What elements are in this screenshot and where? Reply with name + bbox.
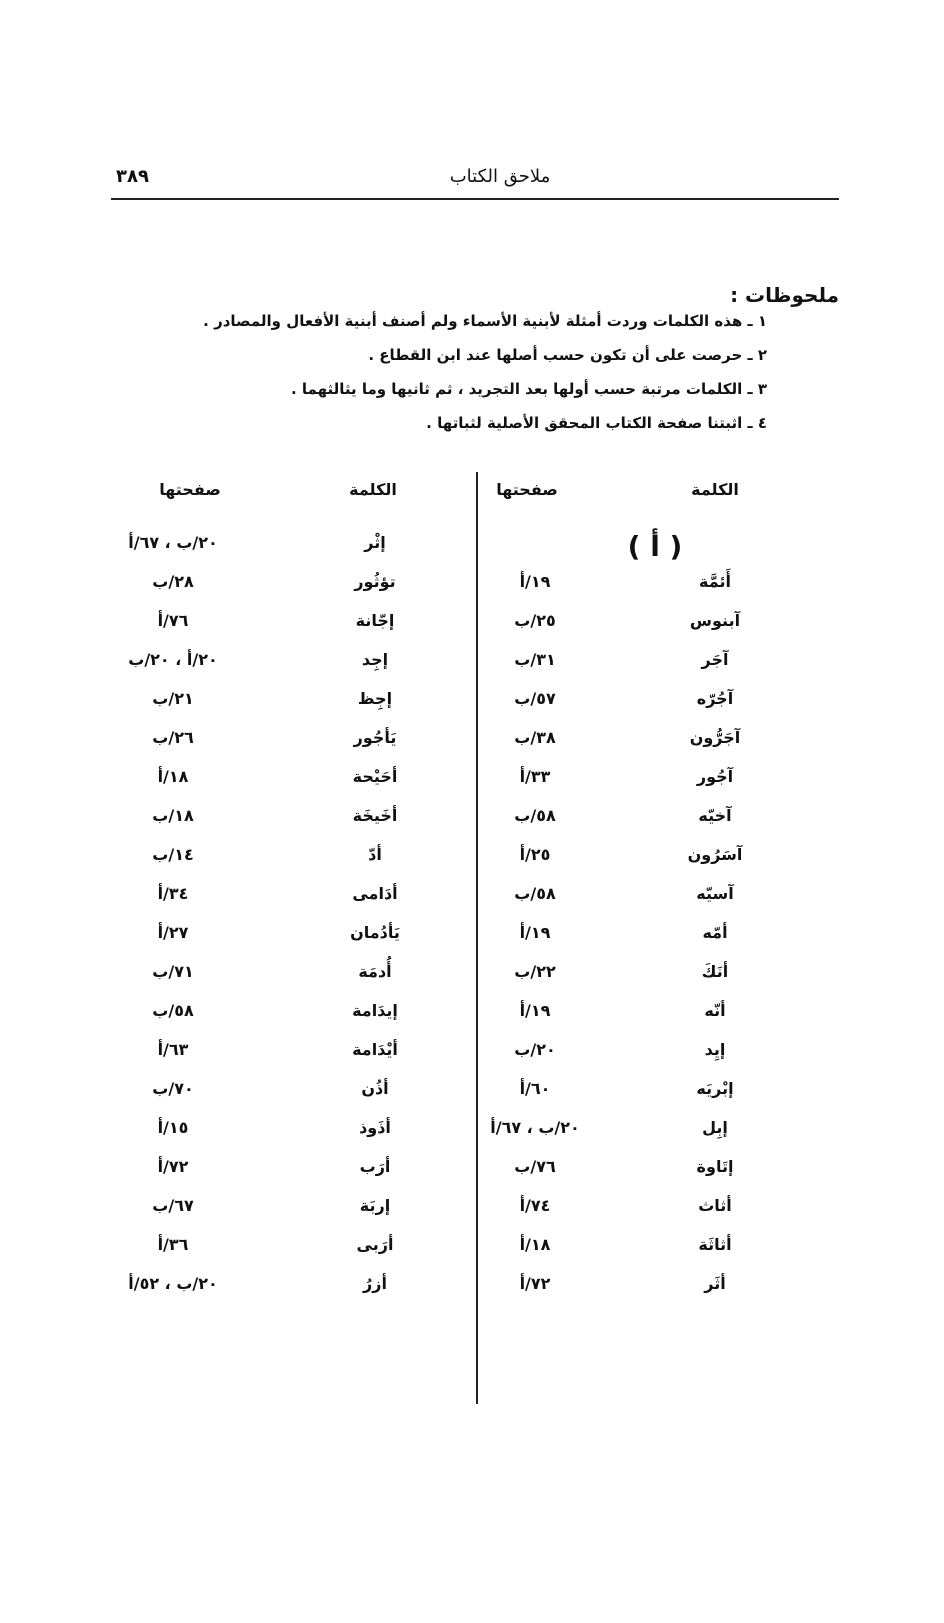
left-word-cell: إيدَامة	[352, 1001, 398, 1020]
left-word-cell: أخَيخَة	[352, 806, 398, 825]
right-page-cell: ٢٠/ب	[514, 1040, 556, 1059]
left-page-cell: ٢٨/ب	[152, 572, 194, 591]
right-word-cell: آجَر	[701, 650, 729, 669]
left-word-cell: أذَوذ	[359, 1118, 391, 1137]
left-page-cell: ٢١/ب	[152, 689, 194, 708]
column-header-left-word: الكلمة	[349, 480, 397, 499]
right-page-cell: ٢٥/أ	[519, 845, 551, 864]
left-word-cell: إجّانة	[355, 611, 395, 630]
note-1: ١ ـ هذه الكلمات وردت أمثلة لأبنية الأسماء ولم أصنف أبنية الأفعال والمصادر .	[203, 312, 767, 330]
right-page-cell: ٥٧/ب	[514, 689, 556, 708]
right-word-cell: أمّه	[702, 923, 728, 942]
right-word-cell: إتَاوة	[696, 1157, 734, 1176]
right-page-cell: ٢٠/ب ، ٦٧/أ	[490, 1118, 580, 1137]
right-word-cell: آجَرُّون	[689, 728, 741, 747]
left-page-cell: ١٤/ب	[152, 845, 194, 864]
right-page-cell: ٢٥/ب	[514, 611, 556, 630]
left-word-cell: أرَبى	[356, 1235, 394, 1254]
left-page-cell: ٣٤/أ	[157, 884, 189, 903]
column-header-left-page: صفحتها	[159, 480, 221, 499]
right-page-cell: ١٨/أ	[519, 1235, 551, 1254]
column-header-right-word: الكلمة	[691, 480, 739, 499]
left-word-cell: أذُن	[361, 1079, 389, 1098]
left-page-cell: ٣٦/أ	[157, 1235, 189, 1254]
left-word-cell: أحَيْحة	[352, 767, 398, 786]
right-word-cell: آسَرُون	[687, 845, 743, 864]
right-word-cell: آجُرّه	[696, 689, 734, 708]
notes-heading: ملحوظات :	[730, 283, 839, 307]
left-page-cell: ٧٢/أ	[157, 1157, 189, 1176]
left-page-cell: ١٨/أ	[157, 767, 189, 786]
right-page-cell: ٣٣/أ	[519, 767, 551, 786]
left-word-cell: أدَامى	[352, 884, 398, 903]
right-page-cell: ٥٨/ب	[514, 806, 556, 825]
left-page-cell: ٢٠/أ ، ٢٠/ب	[128, 650, 218, 669]
right-page-cell: ٢٢/ب	[514, 962, 556, 981]
left-page-cell: ٢٠/ب ، ٦٧/أ	[128, 533, 218, 552]
section-letter: ( أ )	[627, 530, 683, 563]
right-word-cell: آسيّه	[696, 884, 734, 903]
left-word-cell: أرَب	[359, 1157, 391, 1176]
right-word-cell: أنّه	[704, 1001, 726, 1020]
right-word-cell: إبْريَه	[696, 1079, 734, 1098]
right-word-cell: آبنوس	[689, 611, 741, 630]
right-word-cell: آخيّه	[698, 806, 732, 825]
left-word-cell: أدّ	[368, 845, 382, 864]
left-page-cell: ٢٧/أ	[157, 923, 189, 942]
note-3: ٣ ـ الكلمات مرتبة حسب أولها بعد التجريد ، ثم ثانيها وما يثالثهما .	[290, 380, 767, 398]
right-word-cell: أثاث	[698, 1196, 732, 1215]
column-header-right-page: صفحتها	[496, 480, 558, 499]
left-page-cell: ٢٠/ب ، ٥٢/أ	[128, 1274, 218, 1293]
right-word-cell: أنَكَ	[701, 962, 729, 981]
right-word-cell: إبِل	[702, 1118, 728, 1137]
right-page-cell: ٧٢/أ	[519, 1274, 551, 1293]
header-rule	[111, 198, 839, 200]
page-number: ٣٨٩	[116, 166, 149, 187]
right-page-cell: ٣١/ب	[514, 650, 556, 669]
right-page-cell: ٥٨/ب	[514, 884, 556, 903]
left-word-cell: أزرُ	[363, 1274, 387, 1293]
left-page-cell: ٥٨/ب	[152, 1001, 194, 1020]
left-page-cell: ١٥/أ	[157, 1118, 189, 1137]
right-page-cell: ١٩/أ	[519, 923, 551, 942]
left-word-cell: إثْر	[364, 533, 386, 552]
right-page-cell: ١٩/أ	[519, 1001, 551, 1020]
note-2: ٢ ـ حرصت على أن تكون حسب أصلها عند ابن القطاع .	[368, 346, 767, 364]
left-page-cell: ٢٦/ب	[152, 728, 194, 747]
right-page-cell: ٧٦/ب	[514, 1157, 556, 1176]
running-header-title: ملاحق الكتاب	[449, 166, 551, 187]
left-page-cell: ٧١/ب	[152, 962, 194, 981]
left-word-cell: إربَة	[359, 1196, 391, 1215]
right-page-cell: ٦٠/أ	[519, 1079, 551, 1098]
right-page-cell: ٣٨/ب	[514, 728, 556, 747]
right-word-cell: أثاثَة	[698, 1235, 732, 1254]
left-page-cell: ١٨/ب	[152, 806, 194, 825]
left-word-cell: أيْدَامة	[352, 1040, 398, 1059]
right-page-cell: ١٩/أ	[519, 572, 551, 591]
right-word-cell: أثَر	[704, 1274, 726, 1293]
left-word-cell: تؤثُور	[354, 572, 396, 591]
left-word-cell: يَأجُور	[353, 728, 397, 747]
left-page-cell: ٧٦/أ	[157, 611, 189, 630]
left-page-cell: ٦٧/ب	[152, 1196, 194, 1215]
left-word-cell: أُدمَة	[358, 962, 392, 981]
left-page-cell: ٧٠/ب	[152, 1079, 194, 1098]
right-word-cell: إيِد	[704, 1040, 726, 1059]
left-word-cell: إجِد	[361, 650, 389, 669]
left-word-cell: إجِظ	[357, 689, 393, 708]
note-4: ٤ ـ اثبتنا صفحة الكتاب المحقق الأصلية لثباتها .	[426, 414, 767, 432]
right-word-cell: أَئمَّة	[699, 572, 731, 591]
left-word-cell: يَأدُمان	[350, 923, 400, 942]
right-word-cell: آجُور	[696, 767, 734, 786]
right-page-cell: ٧٤/أ	[519, 1196, 551, 1215]
left-page-cell: ٦٣/أ	[157, 1040, 189, 1059]
